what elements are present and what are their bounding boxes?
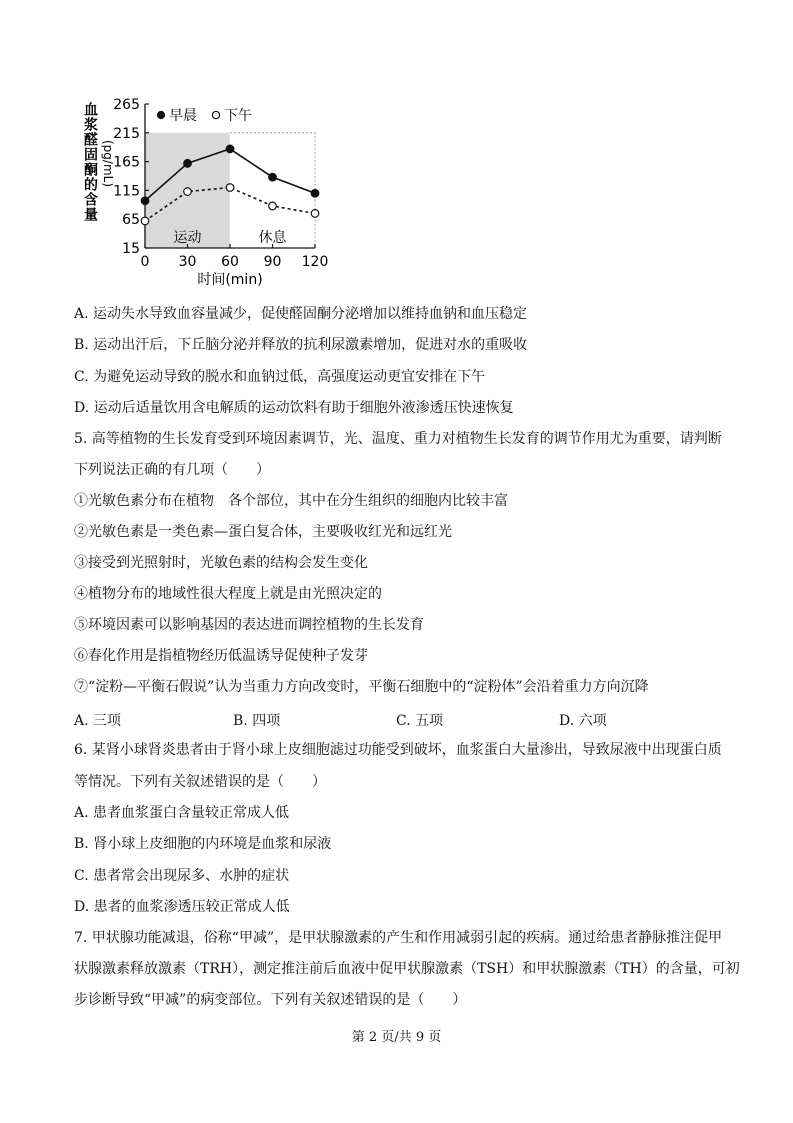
q6-stem-line1: 6. 某肾小球肾炎患者由于肾小球上皮细胞滤过功能受到破坏，血浆蛋白大量渗出，导致尿液中出现蛋白质 — [74, 742, 722, 758]
q5-item-7: ⑦“淀粉—平衡石假说”认为当重力方向改变时，平衡石细胞中的“淀粉体”会沿着重力方向沉降 — [74, 679, 649, 695]
data-point-morning — [311, 189, 319, 197]
q7-line2: 状腺激素释放激素（TRH），测定推注前后血液中促甲状腺激素（TSH）和甲状腺激素（TH）的含量，可初 — [74, 961, 740, 977]
y-axis-unit: (pg/mL) — [101, 140, 115, 188]
q5-option-d: D. 六项 — [559, 713, 607, 729]
q4-option-c: C. 为避免运动导致的脱水和血钠过低，高强度运动更宜安排在下午 — [74, 369, 486, 385]
data-point-afternoon — [226, 184, 234, 192]
legend-marker-afternoon — [212, 111, 219, 118]
data-point-morning — [269, 173, 277, 181]
x-tick-label: 60 — [221, 254, 239, 270]
page-footer: 第 2 页/共 9 页 — [351, 1030, 442, 1045]
region-label-exercise: 运动 — [173, 230, 202, 246]
x-axis-label: 时间(min) — [197, 272, 263, 288]
data-point-afternoon — [141, 217, 149, 225]
y-tick-label: 65 — [122, 212, 140, 229]
data-point-morning — [226, 145, 234, 153]
q6-stem-line2: 等情况。下列有关叙述错误的是（ ） — [74, 774, 326, 790]
q5-item-3: ③接受到光照射时，光敏色素的结构会发生变化 — [74, 555, 368, 571]
y-tick-label: 15 — [122, 241, 140, 257]
q5-item-5: ⑤环境因素可以影响基因的表达进而调控植物的生长发育 — [74, 617, 424, 633]
q5-item-4: ④植物分布的地域性很大程度上就是由光照决定的 — [74, 586, 382, 602]
q5-item-6: ⑥春化作用是指植物经历低温诱导促使种子发芽 — [74, 648, 368, 664]
q6-option-c: C. 患者常会出现尿多、水肿的症状 — [74, 868, 290, 884]
x-tick-label: 90 — [263, 254, 282, 270]
q5-option-a: A. 三项 — [74, 713, 122, 729]
q4-option-b: B. 运动出汗后，下丘脑分泌并释放的抗利尿激素增加，促进对水的重吸收 — [74, 337, 528, 353]
data-point-morning — [141, 197, 149, 205]
legend-label-morning: 早晨 — [169, 108, 197, 124]
y-tick-label: 115 — [113, 183, 140, 200]
legend-marker-morning — [157, 111, 164, 118]
y-tick-label: 265 — [113, 97, 140, 113]
y-tick-label: 165 — [113, 154, 140, 171]
aldosterone-line-chart — [70, 88, 340, 293]
q5-item-2: ②光敏色素是一类色素—蛋白复合体，主要吸收红光和远红光 — [74, 524, 452, 540]
q6-option-d: D. 患者的血浆渗透压较正常成人低 — [74, 899, 290, 915]
q5-option-b: B. 四项 — [233, 713, 281, 729]
q5-item-1: ①光敏色素分布在植物 各个部位，其中在分生组织的细胞内比较丰富 — [74, 493, 508, 509]
q4-option-a: A. 运动失水导致血容量减少，促使醛固酮分泌增加以维持血钠和血压稳定 — [74, 306, 528, 322]
legend-label-afternoon: 下午 — [224, 108, 252, 124]
data-point-afternoon — [269, 202, 277, 210]
region-label-rest: 休息 — [258, 230, 287, 246]
y-axis-label: 血浆醛固酮的含量 — [82, 102, 98, 222]
q5-option-c: C. 五项 — [396, 713, 444, 729]
data-point-afternoon — [184, 188, 192, 196]
x-tick-label: 30 — [178, 254, 197, 270]
data-point-morning — [184, 160, 192, 168]
q5-stem-line2: 下列说法正确的有几项（ ） — [74, 462, 270, 478]
q6-option-a: A. 患者血浆蛋白含量较正常成人低 — [74, 805, 290, 821]
q6-option-b: B. 肾小球上皮细胞的内环境是血浆和尿液 — [74, 836, 332, 852]
q4-option-d: D. 运动后适量饮用含电解质的运动饮料有助于细胞外液渗透压快速恢复 — [74, 400, 514, 416]
data-point-afternoon — [311, 210, 319, 218]
x-tick-label: 120 — [301, 254, 329, 270]
x-tick-label: 0 — [140, 254, 150, 270]
q5-stem-line1: 5. 高等植物的生长发育受到环境因素调节，光、温度、重力对植物生长发育的调节作用尤为重要，请判断 — [74, 431, 722, 447]
y-tick-label: 215 — [113, 125, 140, 142]
q7-line3: 步诊断导致“甲减”的病变部位。下列有关叙述错误的是（ ） — [74, 992, 467, 1008]
q7-line1: 7. 甲状腺功能减退，俗称“甲减”，是甲状腺激素的产生和作用减弱引起的疾病。通过给患者静脉推注促甲 — [74, 930, 723, 946]
